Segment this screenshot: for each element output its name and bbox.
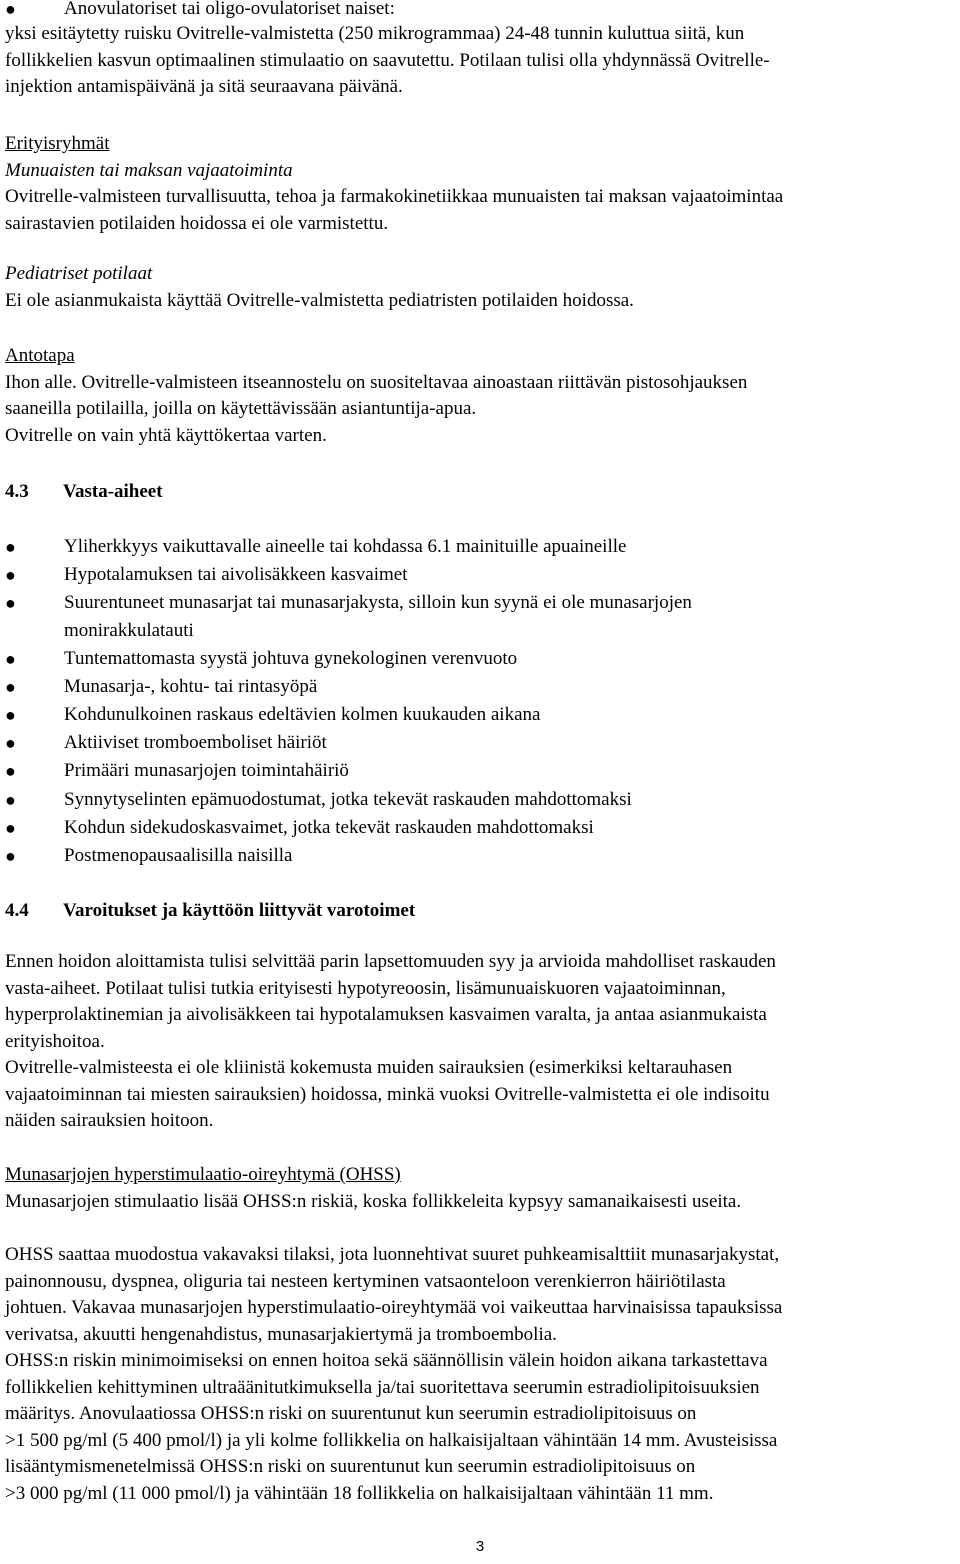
text-line: OHSS saattaa muodostua vakavaksi tilaksi, jota luonnehtivat suuret puhkeamisalttiit munasarjakystat, [5,1244,780,1265]
list-item-text: Yliherkkyys vaikuttavalle aineelle tai kohdassa 6.1 mainituille apuaineille [64,536,627,557]
list-item-text: Tuntemattomasta syystä johtuva gynekologinen verenvuoto [64,648,518,669]
text-line: erityishoitoa. [5,1030,105,1052]
pediatric-subtitle: Pediatriset potilaat [5,263,153,284]
text-line: >3 000 pg/ml (11 000 pmol/l) ja vähintään 18 follikkelia on halkaisijaltaan vähintään 11 mm. [5,1482,714,1504]
ohss-section [5,1162,952,1215]
list-item [5,645,952,673]
list-item-text: Kohdunulkoinen raskaus edeltävien kolmen kuukauden aikana [64,704,541,725]
text-line: Ovitrelle-valmisteen turvallisuutta, tehoa ja farmakokinetiikkaa munuaisten tai maksan vajaatoimintaa [5,186,784,207]
administration-section [5,343,952,449]
list-item-text: Synnytyselinten epämuodostumat, jotka tekevät raskauden mahdottomaksi [64,789,632,810]
list-item [5,729,952,757]
ohss-paragraph [5,1242,952,1507]
bullet-icon: ● [5,0,16,19]
list-item [5,533,952,561]
list-item-text: Hypotalamuksen tai aivolisäkkeen kasvaimet [64,564,408,585]
list-item [5,786,952,814]
list-item [5,701,952,729]
list-item [5,757,952,785]
list-item [5,561,952,589]
bullet-icon: ● [5,565,16,585]
bullet-icon: ● [5,761,16,781]
warnings-paragraph [5,949,952,1135]
special-groups-section [5,131,952,237]
text-line: verivatsa, akuutti hengenahdistus, munasarjakiertymä ja tromboembolia. [5,1323,557,1345]
text-line: Ihon alle. Ovitrelle-valmisteen itseannostelu on suositeltavaa ainoastaan riittävän pistosohjauksen [5,371,748,393]
list-item [5,842,952,870]
list-item-text: Primääri munasarjojen toimintahäiriö [64,760,349,781]
intro-paragraph [5,21,952,101]
text-line: saaneilla potilailla, joilla on käytettävissään asiantuntija-apua. [5,398,477,419]
renal-subtitle: Munuaisten tai maksan vajaatoiminta [5,159,293,181]
text-line: vasta-aiheet. Potilaat tulisi tutkia erityisesti hypotyreoosin, lisämunuaiskuoren vajaatoiminnan, [5,977,726,999]
list-item-text: Aktiiviset tromboemboliset häiriöt [64,732,327,753]
administration-title: Antotapa [5,345,75,366]
special-groups-title: Erityisryhmät [5,133,110,154]
bullet-icon: ● [5,705,16,725]
section-title: Varoitukset ja käyttöön liittyvät varotoimet [63,900,416,921]
text-line: injektion antamispäivänä ja sitä seuraavana päivänä. [5,76,403,97]
text-line: follikkelien kasvun optimaalinen stimulaatio on saavutettu. Potilaan tulisi olla yhdynnässä Ovitrelle- [5,49,770,71]
text-line: Ovitrelle on vain yhtä käyttökertaa varten. [5,424,327,446]
pediatric-section [5,261,952,314]
text-line: sairastavien potilaiden hoidossa ei ole varmistettu. [5,212,389,234]
bullet-icon: ● [5,649,16,669]
intro-bullet [5,0,952,23]
text-line: vajaatoiminnan tai miesten sairauksien) hoidossa, minkä vuoksi Ovitrelle-valmistetta ei ole indisoitu [5,1083,770,1105]
section-number: 4.4 [5,900,29,921]
bullet-icon: ● [5,818,16,838]
bullet-icon: ● [5,733,16,753]
list-item-text: Postmenopausaalisilla naisilla [64,845,293,866]
text-line: lisääntymismenetelmissä OHSS:n riski on suurentunut kun seerumin estradiolipitoisuus on [5,1456,696,1477]
text-line: hyperprolaktinemian ja aivolisäkkeen tai hypotalamuksen kasvaimen varalta, ja antaa asianmukaista [5,1004,767,1025]
bullet-icon: ● [5,677,16,697]
list-item [5,814,952,842]
section-4-4-heading [5,898,415,924]
bullet-icon: ● [5,790,16,810]
text-line: johtuen. Vakavaa munasarjojen hyperstimulaatio-oireyhtymää voi vaikeuttaa harvinaisissa tapauksissa [5,1297,783,1318]
text-line: yksi esitäytetty ruisku Ovitrelle-valmistetta (250 mikrogrammaa) 24-48 tunnin kuluttua siitä, kun [5,23,745,44]
text-line: >1 500 pg/ml (5 400 pmol/l) ja yli kolme follikkelia on halkaisijaltaan vähintään 14 mm. Avusteisissa [5,1429,778,1451]
intro-bullet-label: Anovulatoriset tai oligo-ovulatoriset naiset: [64,0,395,19]
text-line: määritys. Anovulaatiossa OHSS:n riski on suurentunut kun seerumin estradiolipitoisuus on [5,1403,697,1424]
section-number: 4.3 [5,481,29,502]
list-item-text: monirakkulatauti [64,620,194,641]
list-item-text: Suurentuneet munasarjat tai munasarjakysta, silloin kun syynä ei ole munasarjojen [64,592,692,613]
text-line: Ovitrelle-valmisteesta ei ole kliinistä kokemusta muiden sairauksien (esimerkiksi keltarauhasen [5,1057,733,1078]
list-item [5,673,952,701]
bullet-icon: ● [5,846,16,866]
bullet-icon: ● [5,537,16,557]
text-line: näiden sairauksien hoitoon. [5,1110,214,1131]
page-number: 3 [475,1538,485,1555]
list-item [5,589,952,645]
text-line: follikkelien kehittyminen ultraäänitutkimuksella ja/tai suoritettava seerumin estradiolipitoisuuksien [5,1376,760,1398]
text-line: Ennen hoidon aloittamista tulisi selvittää parin lapsettomuuden syy ja arvioida mahdolliset raskauden [5,951,776,972]
ohss-intro: Munasarjojen stimulaatio lisää OHSS:n riskiä, koska follikkeleita kypsyy samanaikaisesti useita. [5,1190,742,1212]
ohss-title: Munasarjojen hyperstimulaatio-oireyhtymä (OHSS) [5,1164,401,1185]
text-line: OHSS:n riskin minimoimiseksi on ennen hoitoa sekä säännöllisin välein hoidon aikana tarkastettava [5,1350,768,1371]
list-item-text: Munasarja-, kohtu- tai rintasyöpä [64,676,318,697]
bullet-icon: ● [5,593,16,613]
section-title: Vasta-aiheet [63,481,163,502]
section-4-3-heading [5,479,163,505]
pediatric-text: Ei ole asianmukaista käyttää Ovitrelle-valmistetta pediatristen potilaiden hoidossa. [5,289,634,311]
list-item-text: Kohdun sidekudoskasvaimet, jotka tekevät raskauden mahdottomaksi [64,817,594,838]
text-line: painonnousu, dyspnea, oliguria tai nesteen kertyminen vatsaonteloon verenkierron häiriötilasta [5,1270,726,1292]
